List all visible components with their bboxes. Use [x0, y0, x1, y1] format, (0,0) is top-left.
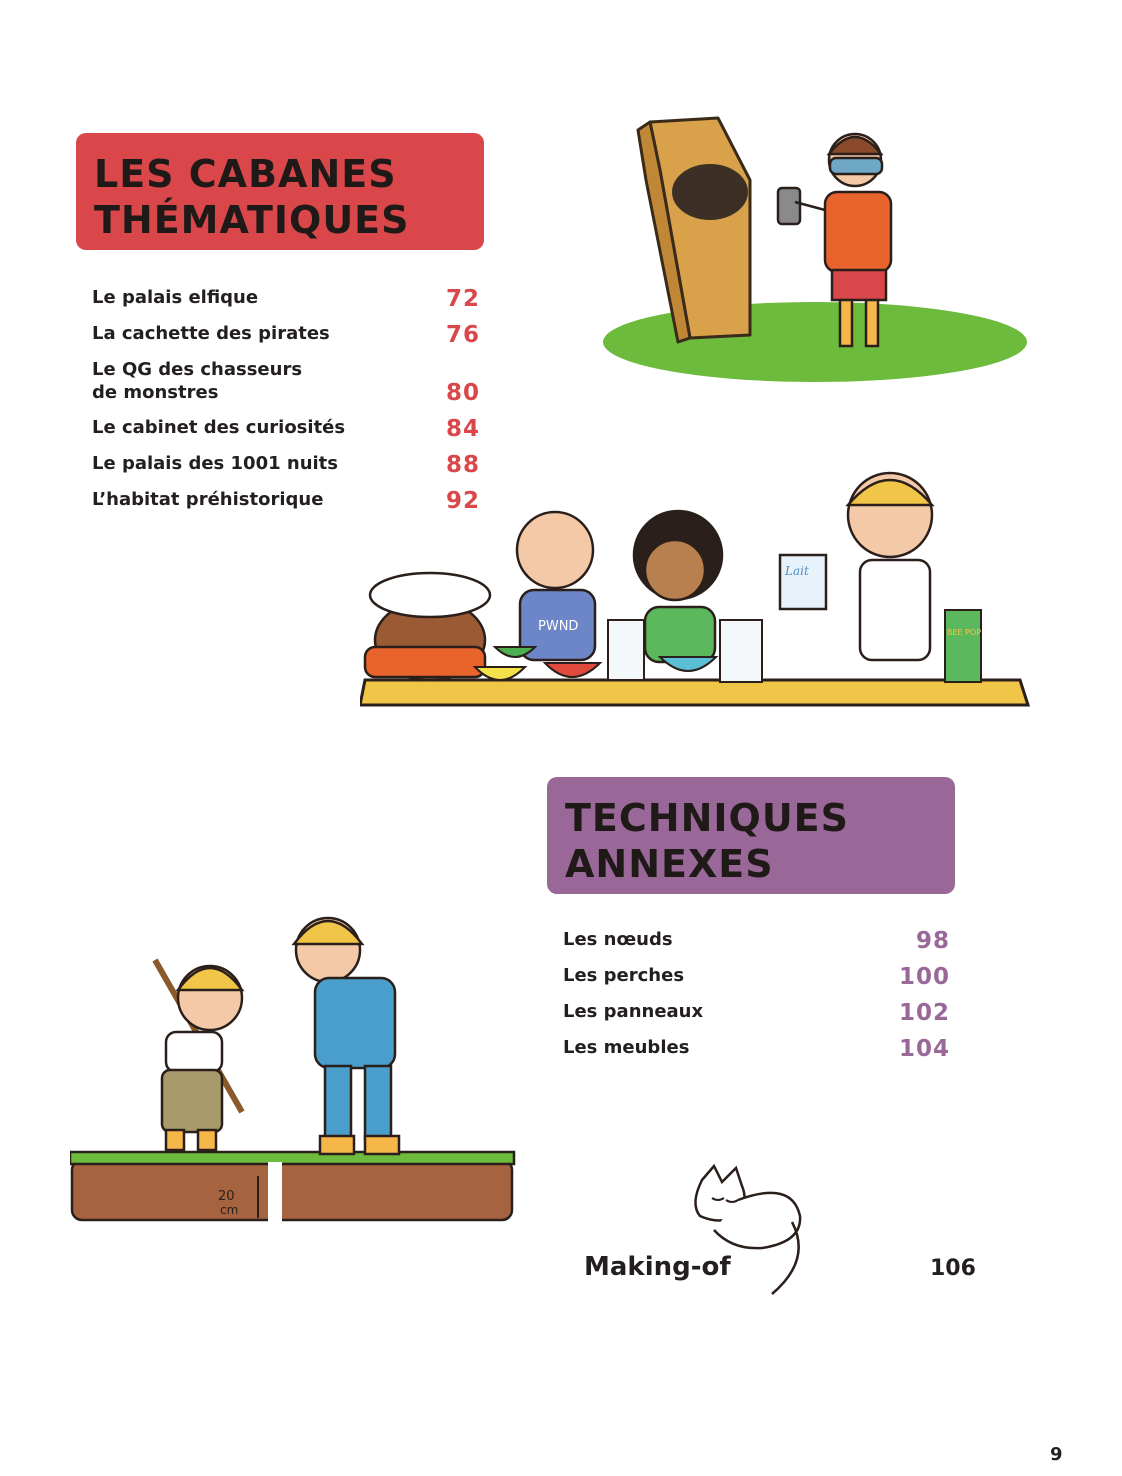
- toc-item-page: 98: [915, 928, 950, 954]
- toc-item-label: La cachette des pirates: [92, 323, 330, 344]
- kid-blue-shirt: [517, 512, 595, 660]
- toc-item-page: 102: [898, 1000, 950, 1026]
- depth-label-unit: cm: [220, 1203, 239, 1217]
- child-with-stick: [155, 960, 242, 1150]
- ground-cross-section: [70, 1152, 514, 1222]
- toc-item-label: Le palais des 1001 nuits: [92, 453, 338, 474]
- toc-item-page: 100: [898, 964, 950, 990]
- making-of-page: 106: [930, 1256, 976, 1281]
- breakfast-table-illustration: [360, 435, 1030, 715]
- toc-item[interactable]: [563, 926, 950, 962]
- toc-item[interactable]: [92, 284, 480, 320]
- toc-item-label: Le QG des chasseurs de monstres: [92, 359, 303, 403]
- toc-item[interactable]: [563, 962, 950, 998]
- toc-item-label: Les nœuds: [563, 929, 673, 950]
- girl-with-milk: [780, 473, 932, 660]
- toc-item-label: Les perches: [563, 965, 685, 986]
- toc-list-techniques: [563, 926, 950, 1070]
- toc-item[interactable]: [92, 320, 480, 356]
- section-title-line2: ANNEXES: [565, 842, 774, 886]
- toc-item[interactable]: [563, 998, 950, 1034]
- toc-item-page: 72: [445, 286, 480, 312]
- toc-item-label: Les panneaux: [563, 1001, 704, 1022]
- cereal-box-label: BEE POP: [947, 628, 982, 637]
- kid-curly-hair: [634, 511, 722, 662]
- toc-item-page: 104: [898, 1036, 950, 1062]
- digging-illustration: [70, 880, 520, 1240]
- table: [360, 680, 1028, 705]
- depth-label-value: 20: [218, 1189, 235, 1204]
- grass-patch: [603, 302, 1027, 382]
- toc-item[interactable]: [92, 356, 480, 414]
- section-banner-techniques: [547, 777, 955, 894]
- carton-label: Lait: [785, 564, 809, 578]
- toc-item-label: Les meubles: [563, 1037, 690, 1058]
- spray-paint-mark: [672, 164, 748, 220]
- toc-item-page: 88: [445, 452, 480, 478]
- cereal-box: [945, 610, 981, 682]
- toc-item-label: Le palais elfique: [92, 287, 259, 308]
- toc-item-page: 84: [445, 416, 480, 442]
- page-number: 9: [1050, 1444, 1063, 1465]
- tshirt-label: PWND: [538, 619, 579, 634]
- coffin-graffiti-illustration: [600, 110, 1030, 390]
- adult-in-overalls: [294, 918, 399, 1154]
- section-title-line1: LES CABANES: [94, 152, 397, 196]
- toc-item[interactable]: [563, 1034, 950, 1070]
- kid-sleeping: [365, 573, 490, 680]
- toc-item-label: L’habitat préhistorique: [92, 489, 324, 510]
- section-title-line1: TECHNIQUES: [565, 796, 849, 840]
- coffin: [638, 118, 750, 342]
- making-of-label[interactable]: Making-of: [584, 1252, 731, 1282]
- toc-item-page: 80: [445, 380, 480, 406]
- toc-item-page: 76: [445, 322, 480, 348]
- section-banner-cabanes: [76, 133, 484, 250]
- section-title-line2: THÉMATIQUES: [94, 198, 410, 242]
- toc-item-label: Le cabinet des curiosités: [92, 417, 346, 438]
- toc-item-page: 92: [445, 488, 480, 514]
